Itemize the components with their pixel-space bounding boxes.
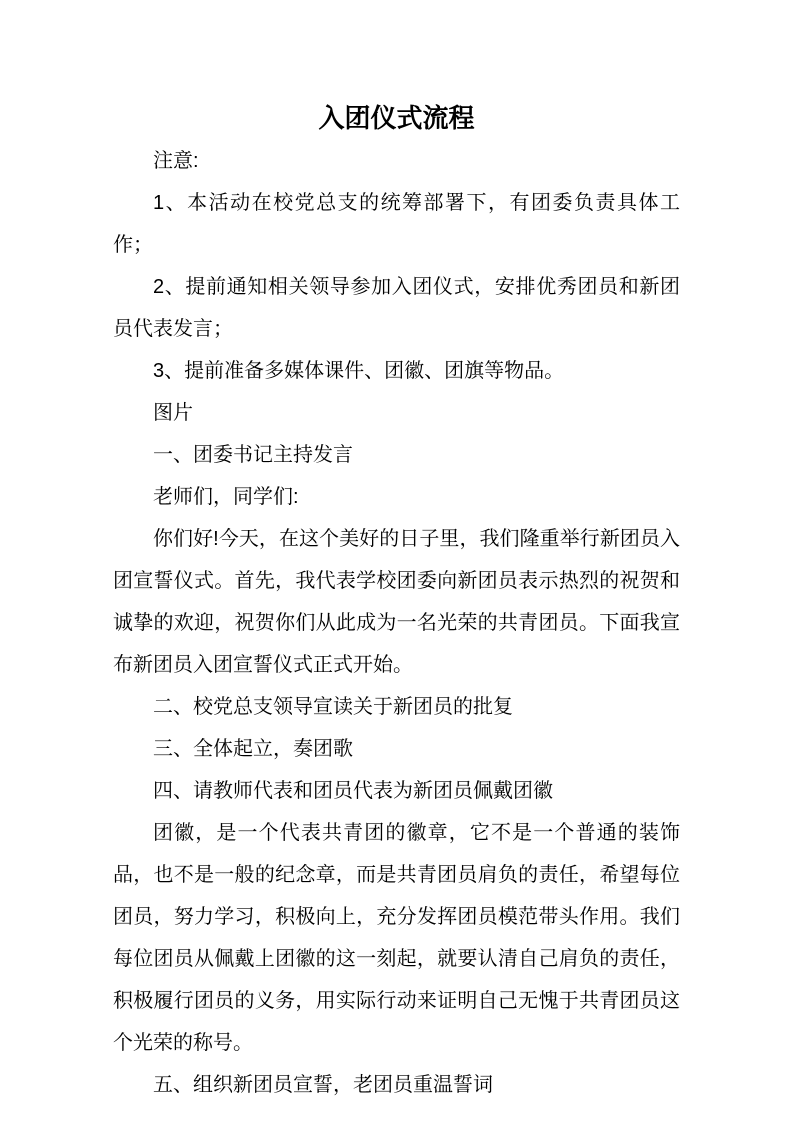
paragraph-opening-speech: 你们好!今天，在这个美好的日子里，我们隆重举行新团员入团宣誓仪式。首先，我代表学校团委向新团员表示热烈的祝贺和诚挚的欢迎，祝贺你们从此成为一名光荣的共青团员。下面我宣布新团员入团宣誓仪式正式开始。 [113,528,680,676]
paragraph-image-placeholder: 图片 [153,402,193,424]
paragraph-notice: 注意: [153,150,199,172]
paragraph-section-5-heading: 五、组织新团员宣誓，老团员重温誓词 [153,1074,493,1096]
document-title: 入团仪式流程 [318,103,475,133]
paragraph-section-2-heading: 二、校党总支领导宣读关于新团员的批复 [153,696,513,718]
paragraph-note-3: 3、提前准备多媒体课件、团徽、团旗等物品。 [153,360,565,382]
paragraph-section-1-heading: 一、团委书记主持发言 [153,444,353,466]
paragraph-note-1: 1、本活动在校党总支的统筹部署下，有团委负责具体工作； [113,192,680,256]
paragraph-section-4-heading: 四、请教师代表和团员代表为新团员佩戴团徽 [153,780,553,802]
paragraph-section-3-heading: 三、全体起立，奏团歌 [153,738,353,760]
paragraph-note-2: 2、提前通知相关领导参加入团仪式，安排优秀团员和新团员代表发言； [113,276,680,340]
paragraph-salutation: 老师们，同学们: [153,486,299,508]
paragraph-badge-speech: 团徽，是一个代表共青团的徽章，它不是一个普通的装饰品，也不是一般的纪念章，而是共青团员肩负的责任，希望每位团员，努力学习，积极向上，充分发挥团员模范带头作用。我们每位团员从佩戴上团徽的这一刻起，就要认清自己肩负的责任，积极履行团员的义务，用实际行动来证明自己无愧于共青团员这个光荣的称号。 [113,822,680,1054]
